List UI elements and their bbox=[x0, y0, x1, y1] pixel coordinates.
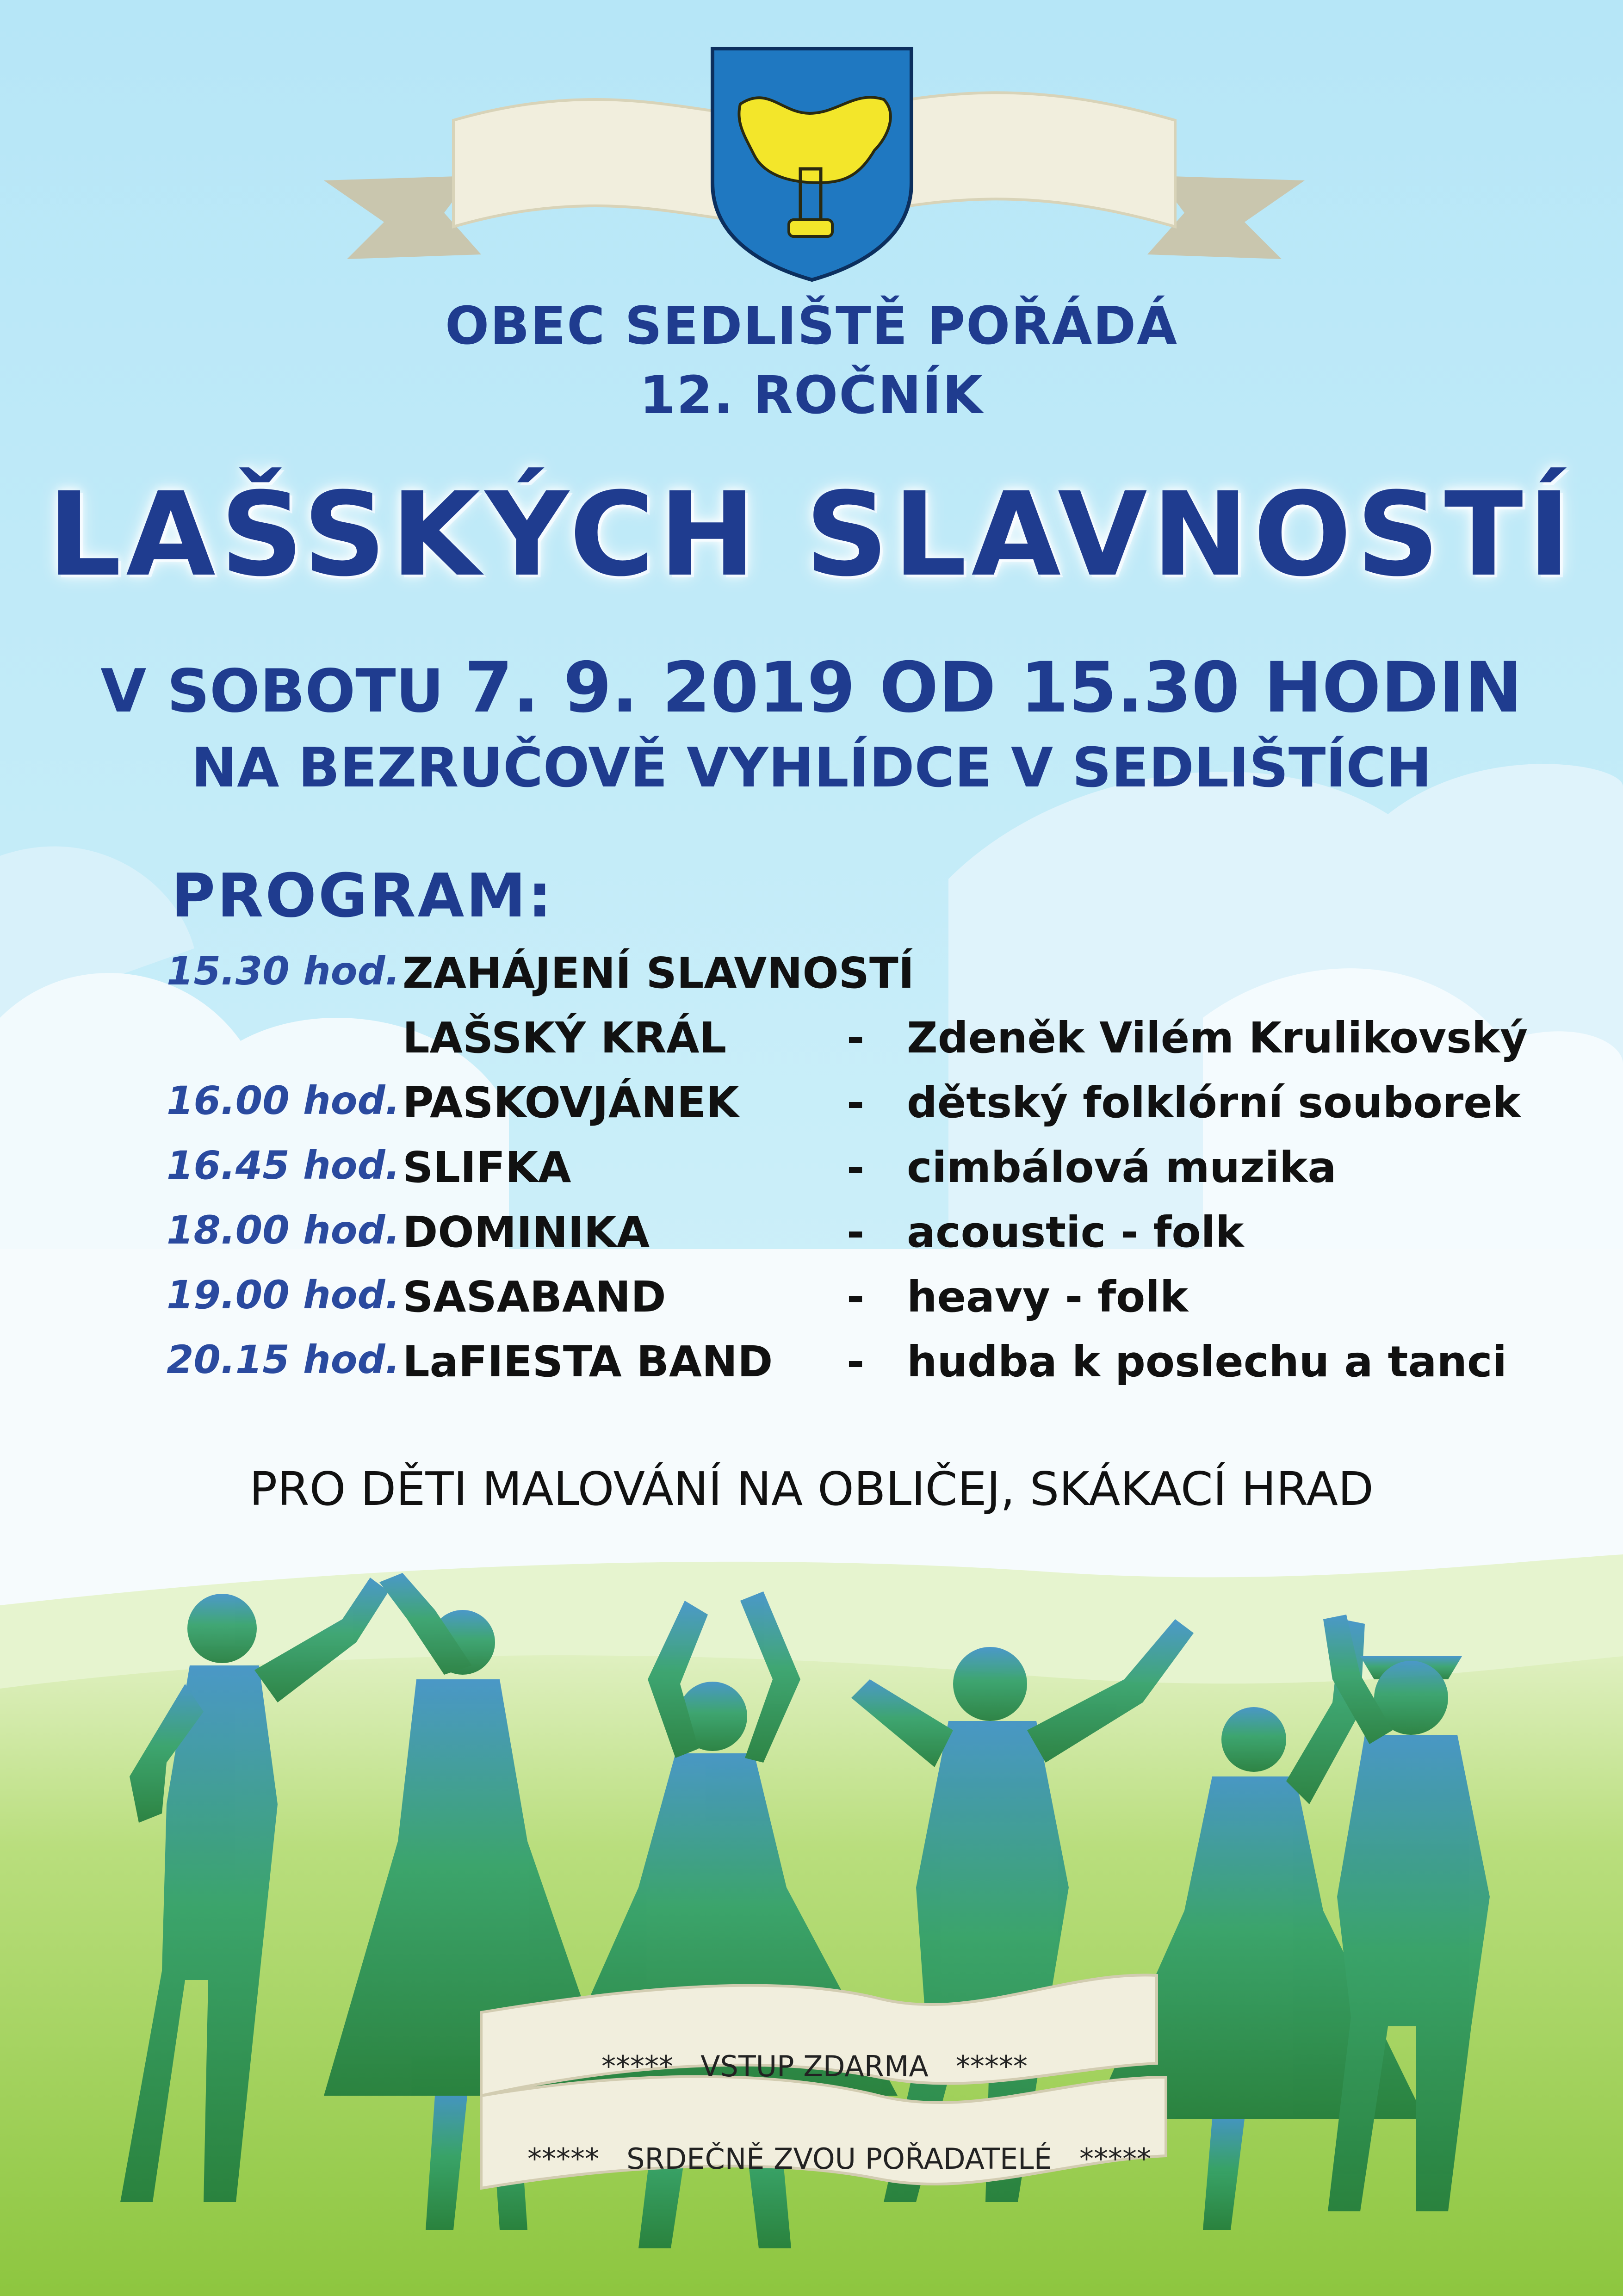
program-dash: - bbox=[847, 1013, 865, 1063]
program-dash: - bbox=[847, 1337, 865, 1386]
invite-line bbox=[527, 2142, 1151, 2176]
program-heading: PROGRAM: bbox=[171, 860, 554, 931]
program-desc: heavy - folk bbox=[907, 1272, 1189, 1322]
program-desc: Zdeněk Vilém Krulikovský bbox=[907, 1013, 1528, 1063]
program-desc: hudba k poslechu a tanci bbox=[907, 1337, 1507, 1386]
stars-left: ***** bbox=[601, 2049, 673, 2083]
program-row bbox=[0, 948, 1623, 1013]
event-venue: NA BEZRUČOVĚ VYHLÍDCE V SEDLIŠTÍCH bbox=[191, 736, 1432, 799]
organizer-text: OBEC SEDLIŠTĚ POŘÁDÁ bbox=[445, 296, 1178, 356]
program-time: 15.30 hod. bbox=[167, 948, 400, 994]
program-name: SASABAND bbox=[403, 1272, 666, 1322]
stars-right: ***** bbox=[1079, 2142, 1152, 2176]
program-name: ZAHÁJENÍ SLAVNOSTÍ bbox=[403, 948, 914, 998]
program-row bbox=[0, 1272, 1623, 1337]
program-dash: - bbox=[847, 1143, 865, 1192]
bottom-ribbon bbox=[463, 1957, 1184, 2216]
program-dash: - bbox=[847, 1272, 865, 1322]
kids-activities: PRO DĚTI MALOVÁNÍ NA OBLIČEJ, SKÁKACÍ HRAD bbox=[249, 1462, 1374, 1516]
event-title: LAŠSKÝCH SLAVNOSTÍ bbox=[48, 467, 1575, 602]
program-time: 16.00 hod. bbox=[167, 1078, 400, 1123]
date-main: 7. 9. 2019 OD 15.30 HODIN bbox=[465, 648, 1523, 728]
invite-text: SRDEČNĚ ZVOU POŘADATELÉ bbox=[626, 2142, 1052, 2176]
free-entry-text: VSTUP ZDARMA bbox=[700, 2049, 929, 2083]
program-time: 20.15 hod. bbox=[167, 1337, 400, 1382]
program-time: 16.45 hod. bbox=[167, 1143, 400, 1188]
program-time: 19.00 hod. bbox=[167, 1272, 400, 1318]
program-dash: - bbox=[847, 1078, 865, 1127]
program-row bbox=[0, 1143, 1623, 1207]
program-name: PASKOVJÁNEK bbox=[403, 1078, 739, 1127]
program-desc: acoustic - folk bbox=[907, 1207, 1244, 1257]
date-prefix: V SOBOTU bbox=[100, 657, 465, 726]
stars-right: ***** bbox=[955, 2049, 1028, 2083]
program-row bbox=[0, 1337, 1623, 1402]
program-name: SLIFKA bbox=[403, 1143, 571, 1192]
saddle-coat-of-arms-icon bbox=[708, 44, 916, 285]
edition-text: 12. ROČNÍK bbox=[639, 365, 984, 426]
program-desc: dětský folklórní souborek bbox=[907, 1078, 1521, 1127]
program-name: DOMINIKA bbox=[403, 1207, 650, 1257]
program-row bbox=[0, 1207, 1623, 1272]
entry-line bbox=[601, 2049, 1028, 2083]
program-row bbox=[0, 1078, 1623, 1143]
program-desc: cimbálová muzika bbox=[907, 1143, 1337, 1192]
program-row bbox=[0, 1013, 1623, 1078]
event-date bbox=[0, 648, 1623, 728]
program-time: 18.00 hod. bbox=[167, 1207, 400, 1253]
program-name: LAŠSKÝ KRÁL bbox=[403, 1013, 727, 1063]
program-name: LaFIESTA BAND bbox=[403, 1337, 773, 1386]
stars-left: ***** bbox=[527, 2142, 599, 2176]
program-dash: - bbox=[847, 1207, 865, 1257]
